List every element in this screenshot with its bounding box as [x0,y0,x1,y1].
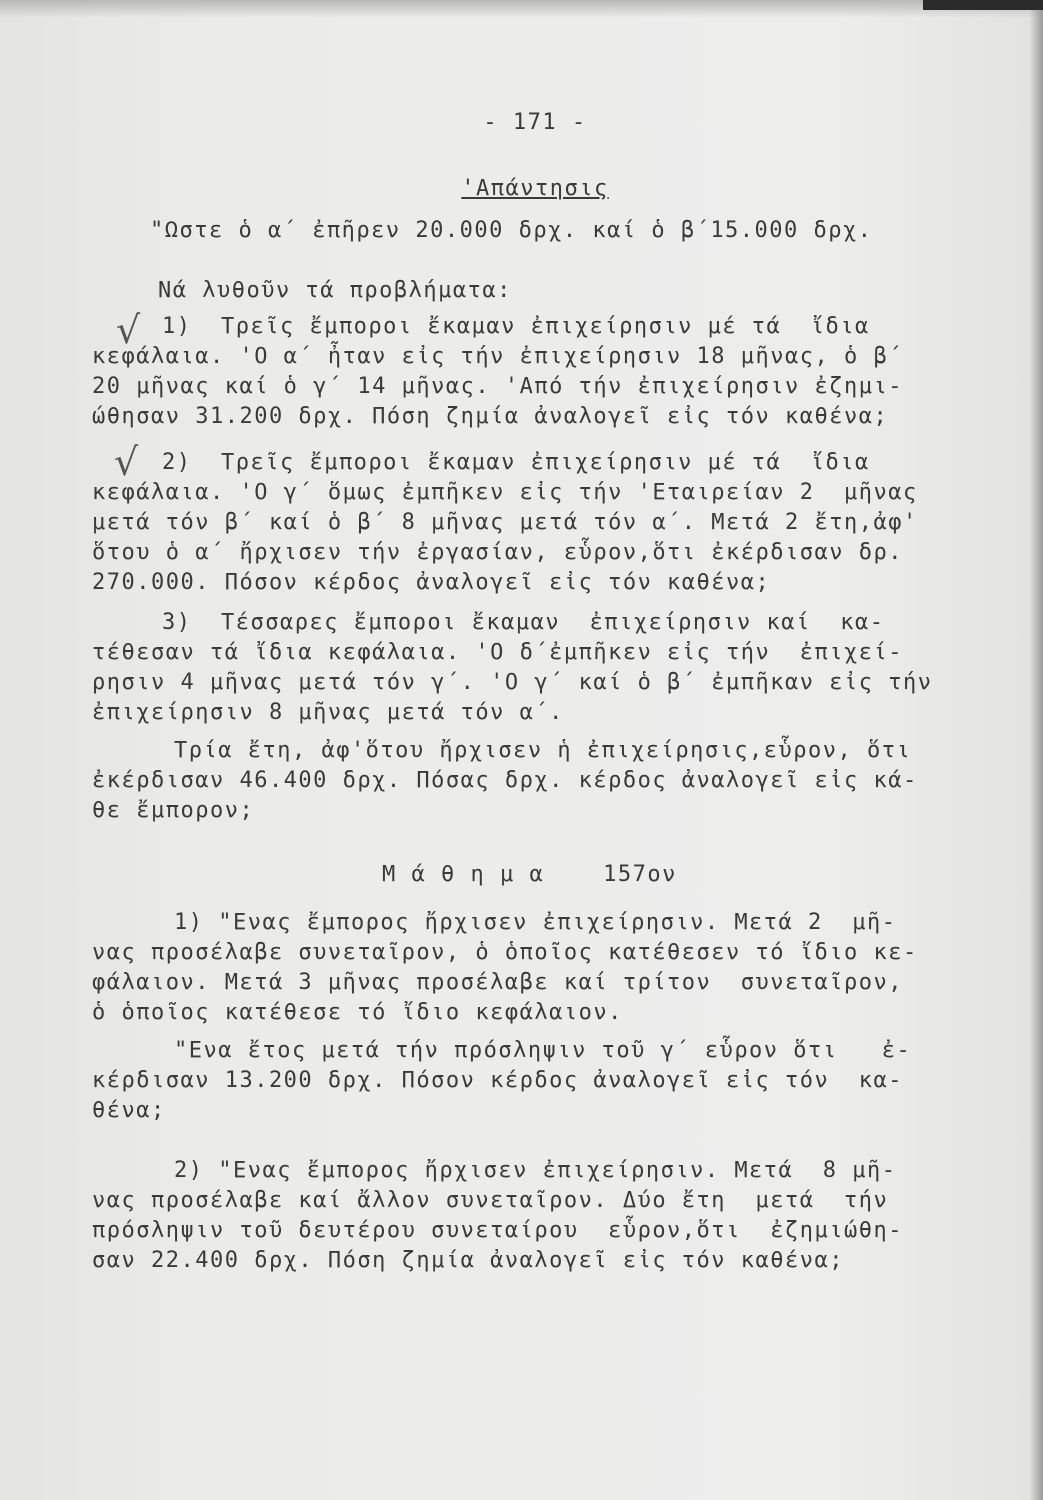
problem1-line4: ώθησαν 31.200 δρχ. Πόση ζημία ἀναλογεῖ εἰς τόν καθένα; [92,404,889,429]
lesson-problem2-line4: σαν 22.400 δρχ. Πόση ζημία ἀναλογεῖ εἰς τόν καθένα; [92,1248,845,1273]
problem1-line2: κεφάλαια. 'Ο α΄ ἦταν εἰς τήν ἐπιχείρησιν 18 μῆνας, ὁ β΄ [92,344,903,369]
problem3-line3: ρησιν 4 μῆνας μετά τόν γ΄. 'Ο γ΄ καί ὁ β΄ ἐμπῆκαν εἰς τήν [92,670,933,695]
problem2-line5: 270.000. Πόσον κέρδος ἀναλογεῖ εἰς τόν καθένα; [92,570,771,595]
problem1-line3: 20 μῆνας καί ὁ γ΄ 14 μῆνας. 'Από τήν ἐπιχείρησιν ἐζημι- [92,374,903,399]
page-corner-dark [923,0,1043,10]
problem3-line7: θε ἔμπορον; [92,798,255,823]
lesson-problem1-line5: "Ενα ἔτος μετά τήν πρόσληψιν τοῦ γ΄ εὗρον ὅτι ἐ- [174,1038,912,1063]
check-mark-icon: √ [114,440,139,484]
lesson-problem1-line2: νας προσέλαβε συνεταῖρον, ὁ ὁποῖος κατέθεσεν τό ἴδιο κε- [92,940,918,965]
problem3-line5: Τρία ἔτη, ἀφ'ὅτου ἤρχισεν ἡ ἐπιχείρησις,εὗρον, ὅτι [174,738,912,763]
lesson-problem2-line1: 2) "Ενας ἔμπορος ἤρχισεν ἐπιχείρησιν. Μετά 8 μῆ- [174,1158,897,1183]
lesson-problem2-line2: νας προσέλαβε καί ἄλλον συνεταῖρον. Δύο ἔτη μετά τήν [92,1188,889,1213]
lesson-problem1-line1: 1) "Ενας ἔμπορος ἤρχισεν ἐπιχείρησιν. Μετά 2 μῆ- [174,910,897,935]
check-mark-icon: √ [116,308,141,352]
problems-intro: Νά λυθοῦν τά προβλήματα: [158,278,512,303]
problem2-line3: μετά τόν β΄ καί ὁ β΄ 8 μῆνας μετά τόν α΄. Μετά 2 ἔτη,ἀφ' [92,510,918,535]
problem2-line1: 2) Τρεῖς ἔμποροι ἔκαμαν ἐπιχείρησιν μέ τά ἴδια [162,450,870,475]
problem3-line6: ἐκέρδισαν 46.400 δρχ. Πόσας δρχ. κέρδος ἀναλογεῖ εἰς κά- [92,768,918,793]
problem3-line2: τέθεσαν τά ἴδια κεφάλαια. 'Ο δ΄ἐμπῆκεν εἰς τήν ἐπιχεί- [92,640,903,665]
page-top-shadow [0,0,1043,18]
lesson-heading: Μ ά θ η μ α 157ον [382,862,677,887]
page-right-edge [1029,0,1043,1500]
problem3-line1: 3) Τέσσαρες ἔμποροι ἔκαμαν ἐπιχείρησιν καί κα- [162,610,885,635]
lesson-problem1-line7: θένα; [92,1098,166,1123]
lesson-problem1-line4: ὁ ὁποῖος κατέθεσε τό ἴδιο κεφάλαιον. [92,1000,623,1025]
lesson-problem2-line3: πρόσληψιν τοῦ δευτέρου συνεταίρου εὗρον,ὅτι ἐζημιώθη- [92,1218,903,1243]
lesson-problem1-line3: φάλαιον. Μετά 3 μῆνας προσέλαβε καί τρίτον συνεταῖρον, [92,970,903,995]
problem1-line1: 1) Τρεῖς ἔμποροι ἔκαμαν ἐπιχείρησιν μέ τά ἴδια [162,314,870,339]
problem2-line2: κεφάλαια. 'Ο γ΄ ὅμως ἐμπῆκεν εἰς τήν 'Εταιρείαν 2 μῆνας [92,480,918,505]
problem3-line4: ἐπιχείρησιν 8 μῆνας μετά τόν α΄. [92,700,564,725]
problem2-line4: ὅτου ὁ α΄ ἤρχισεν τήν ἐργασίαν, εὗρον,ὅτι ἐκέρδισαν δρ. [92,540,903,565]
lesson-problem1-line6: κέρδισαν 13.200 δρχ. Πόσον κέρδος ἀναλογεῖ εἰς τόν κα- [92,1068,903,1093]
answer-heading: 'Απάντησις [461,176,609,201]
answer-line: "Ωστε ὁ α΄ ἐπῆρεν 20.000 δρχ. καί ὁ β΄15.000 δρχ. [150,218,873,243]
page-number: - 171 - [483,110,587,135]
